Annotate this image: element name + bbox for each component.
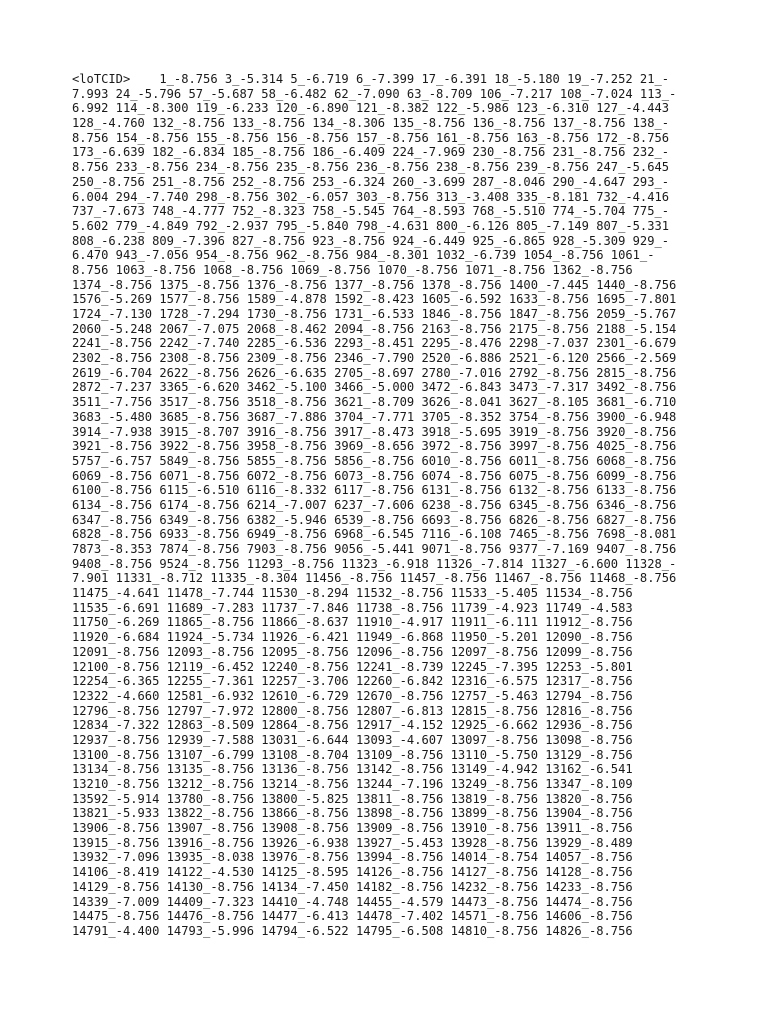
text-line: 11475_-4.641 11478_-7.744 11530_-8.294 11532_-8.756 11533_-5.405 11534_-8.756 (72, 586, 633, 601)
text-line: 12100_-8.756 12119_-6.452 12240_-8.756 12241_-8.739 12245_-7.395 12253_-5.801 (72, 659, 633, 674)
text-line: 6134_-8.756 6174_-8.756 6214_-7.007 6237_-7.606 6238_-8.756 6345_-8.756 6346_-8.756 (72, 497, 677, 512)
text-line: 3914_-7.938 3915_-8.707 3916_-8.756 3917_-8.473 3918_-5.695 3919_-8.756 3920_-8.756 (72, 424, 677, 439)
text-line: 6347_-8.756 6349_-8.756 6382_-5.946 6539_-8.756 6693_-8.756 6826_-8.756 6827_-8.756 (72, 512, 677, 527)
text-line: 8.756 233_-8.756 234_-8.756 235_-8.756 236_-8.756 238_-8.756 239_-8.756 247_-5.645 (72, 160, 670, 175)
text-line: 12091_-8.756 12093_-8.756 12095_-8.756 12096_-8.756 12097_-8.756 12099_-8.756 (72, 644, 633, 659)
text-line: 2619_-6.704 2622_-8.756 2626_-6.635 2705_-8.697 2780_-7.016 2792_-8.756 2815_-8.756 (72, 365, 677, 380)
text-line: 8.756 154_-8.756 155_-8.756 156_-8.756 157_-8.756 161_-8.756 163_-8.756 172_-8.756 (72, 130, 670, 145)
text-line: 1374_-8.756 1375_-8.756 1376_-8.756 1377_-8.756 1378_-8.756 1400_-7.445 1440_-8.756 (72, 277, 677, 292)
text-line: 6100_-8.756 6115_-6.510 6116_-8.332 6117_-8.756 6131_-8.756 6132_-8.756 6133_-8.756 (72, 483, 677, 498)
document-page (72, 72, 700, 939)
text-line: 7.901 11331_-8.712 11335_-8.304 11456_-8.756 11457_-8.756 11467_-8.756 11468_-8.756 (72, 571, 677, 586)
text-line: 11920_-6.684 11924_-5.734 11926_-6.421 11949_-6.868 11950_-5.201 12090_-8.756 (72, 630, 633, 645)
text-line: 6069_-8.756 6071_-8.756 6072_-8.756 6073_-8.756 6074_-8.756 6075_-8.756 6099_-8.756 (72, 468, 677, 483)
text-line: 5757_-6.757 5849_-8.756 5855_-8.756 5856_-8.756 6010_-8.756 6011_-8.756 6068_-8.756 (72, 453, 677, 468)
text-line: 11750_-6.269 11865_-8.756 11866_-8.637 11910_-4.917 11911_-6.111 11912_-8.756 (72, 615, 633, 630)
text-line: 12254_-6.365 12255_-7.361 12257_-3.706 12260_-6.842 12316_-6.575 12317_-8.756 (72, 674, 633, 689)
text-line: 737_-7.673 748_-4.777 752_-8.323 758_-5.545 764_-8.593 768_-5.510 774_-5.704 775_- (72, 204, 670, 219)
text-line: 2241_-8.756 2242_-7.740 2285_-6.536 2293_-8.451 2295_-8.476 2298_-7.037 2301_-6.679 (72, 336, 677, 351)
text-line: 6828_-8.756 6933_-8.756 6949_-8.756 6968_-6.545 7116_-6.108 7465_-8.756 7698_-8.081 (72, 527, 677, 542)
text-line: 9408_-8.756 9524_-8.756 11293_-8.756 11323_-6.918 11326_-7.814 11327_-6.600 11328_- (72, 556, 677, 571)
text-line: 14129_-8.756 14130_-8.756 14134_-7.450 14182_-8.756 14232_-8.756 14233_-8.756 (72, 879, 633, 894)
text-line: 13210_-8.756 13212_-8.756 13214_-8.756 13244_-7.196 13249_-8.756 13347_-8.109 (72, 777, 633, 791)
text-line: 14106_-8.419 14122_-4.530 14125_-8.595 14126_-8.756 14127_-8.756 14128_-8.756 (72, 865, 633, 880)
text-line: 808_-6.238 809_-7.396 827_-8.756 923_-8.756 924_-6.449 925_-6.865 928_-5.309 929_- (72, 233, 670, 248)
text-line: 13906_-8.756 13907_-8.756 13908_-8.756 13909_-8.756 13910_-8.756 13911_-8.756 (72, 821, 633, 836)
text-line: 173_-6.639 182_-6.834 185_-8.756 186_-6.409 224_-7.969 230_-8.756 231_-8.756 232_- (72, 145, 670, 160)
text-line: 12834_-7.322 12863_-8.509 12864_-8.756 12917_-4.152 12925_-6.662 12936_-8.756 (72, 718, 633, 733)
text-line: 13915_-8.756 13916_-8.756 13926_-6.938 13927_-5.453 13928_-8.756 13929_-8.489 (72, 835, 633, 850)
text-line: 6.470 943_-7.056 954_-8.756 962_-8.756 984_-8.301 1032_-6.739 1054_-8.756 1061_- (72, 248, 655, 263)
text-line: 12937_-8.756 12939_-7.588 13031_-6.644 13093_-4.607 13097_-8.756 13098_-8.756 (72, 732, 633, 747)
text-line: 13821_-5.933 13822_-8.756 13866_-8.756 13898_-8.756 13899_-8.756 13904_-8.756 (72, 806, 633, 821)
text-line: 250_-8.756 251_-8.756 252_-8.756 253_-6.324 260_-3.699 287_-8.046 290_-4.647 293_- (72, 174, 670, 189)
text-line: 14475_-8.756 14476_-8.756 14477_-6.413 14478_-7.402 14571_-8.756 14606_-8.756 (72, 909, 633, 924)
text-line: 6.004 294_-7.740 298_-8.756 302_-6.057 303_-8.756 313_-3.408 335_-8.181 732_-4.416 (72, 189, 670, 204)
text-line: 128_-4.760 132_-8.756 133_-8.756 134_-8.306 135_-8.756 136_-8.756 137_-8.756 138_- (72, 116, 670, 131)
text-line: 13932_-7.096 13935_-8.038 13976_-8.756 13994_-8.756 14014_-8.754 14057_-8.756 (72, 850, 633, 865)
text-line: 14791_-4.400 14793_-5.996 14794_-6.522 14795_-6.508 14810_-8.756 14826_-8.756 (72, 923, 633, 938)
text-line: 2872_-7.237 3365_-6.620 3462_-5.100 3466_-5.000 3472_-6.843 3473_-7.317 3492_-8.756 (72, 380, 677, 395)
text-line: 3921_-8.756 3922_-8.756 3958_-8.756 3969_-8.656 3972_-8.756 3997_-8.756 4025_-8.756 (72, 439, 677, 454)
text-line: 13134_-8.756 13135_-8.756 13136_-8.756 13142_-8.756 13149_-4.942 13162_-6.541 (72, 762, 633, 777)
text-line: 13100_-8.756 13107_-6.799 13108_-8.704 13109_-8.756 13110_-5.750 13129_-8.756 (72, 747, 633, 762)
text-line: 6.992 114_-8.300 119_-6.233 120_-6.890 121_-8.382 122_-5.986 123_-6.310 127_-4.443 (72, 101, 670, 116)
text-line: 1576_-5.269 1577_-8.756 1589_-4.878 1592_-8.423 1605_-6.592 1633_-8.756 1695_-7.801 (72, 292, 677, 307)
text-line: 13592_-5.914 13780_-8.756 13800_-5.825 13811_-8.756 13819_-8.756 13820_-8.756 (72, 791, 633, 806)
text-line: 2060_-5.248 2067_-7.075 2068_-8.462 2094_-8.756 2163_-8.756 2175_-8.756 2188_-5.154 (72, 321, 677, 336)
text-line: 11535_-6.691 11689_-7.283 11737_-7.846 11738_-8.756 11739_-4.923 11749_-4.583 (72, 600, 633, 615)
text-line: 14339_-7.009 14409_-7.323 14410_-4.748 14455_-4.579 14473_-8.756 14474_-8.756 (72, 894, 633, 909)
text-line: 3683_-5.480 3685_-8.756 3687_-7.886 3704_-7.771 3705_-8.352 3754_-8.756 3900_-6.948 (72, 409, 677, 424)
text-line: <loTCID> 1_-8.756 3_-5.314 5_-6.719 6_-7.399 17_-6.391 18_-5.180 19_-7.252 21_- (72, 72, 670, 86)
text-line: 3511_-7.756 3517_-8.756 3518_-8.756 3621_-8.709 3626_-8.041 3627_-8.105 3681_-6.710 (72, 395, 677, 410)
text-line: 5.602 779_-4.849 792_-2.937 795_-5.840 798_-4.631 800_-6.126 805_-7.149 807_-5.331 (72, 218, 670, 233)
text-line: 12796_-8.756 12797_-7.972 12800_-8.756 12807_-6.813 12815_-8.756 12816_-8.756 (72, 703, 633, 718)
text-line: 2302_-8.756 2308_-8.756 2309_-8.756 2346_-7.790 2520_-6.886 2521_-6.120 2566_-2.569 (72, 351, 677, 366)
text-line: 8.756 1063_-8.756 1068_-8.756 1069_-8.756 1070_-8.756 1071_-8.756 1362_-8.756 (72, 262, 633, 277)
text-line: 1724_-7.130 1728_-7.294 1730_-8.756 1731_-6.533 1846_-8.756 1847_-8.756 2059_-5.767 (72, 307, 677, 321)
text-line: 12322_-4.660 12581_-6.932 12610_-6.729 12670_-8.756 12757_-5.463 12794_-8.756 (72, 688, 633, 703)
text-line: 7873_-8.353 7874_-8.756 7903_-8.756 9056_-5.441 9071_-8.756 9377_-7.169 9407_-8.756 (72, 542, 677, 556)
text-line: 7.993 24_-5.796 57_-5.687 58_-6.482 62_-7.090 63_-8.709 106_-7.217 108_-7.024 113_- (72, 86, 677, 101)
